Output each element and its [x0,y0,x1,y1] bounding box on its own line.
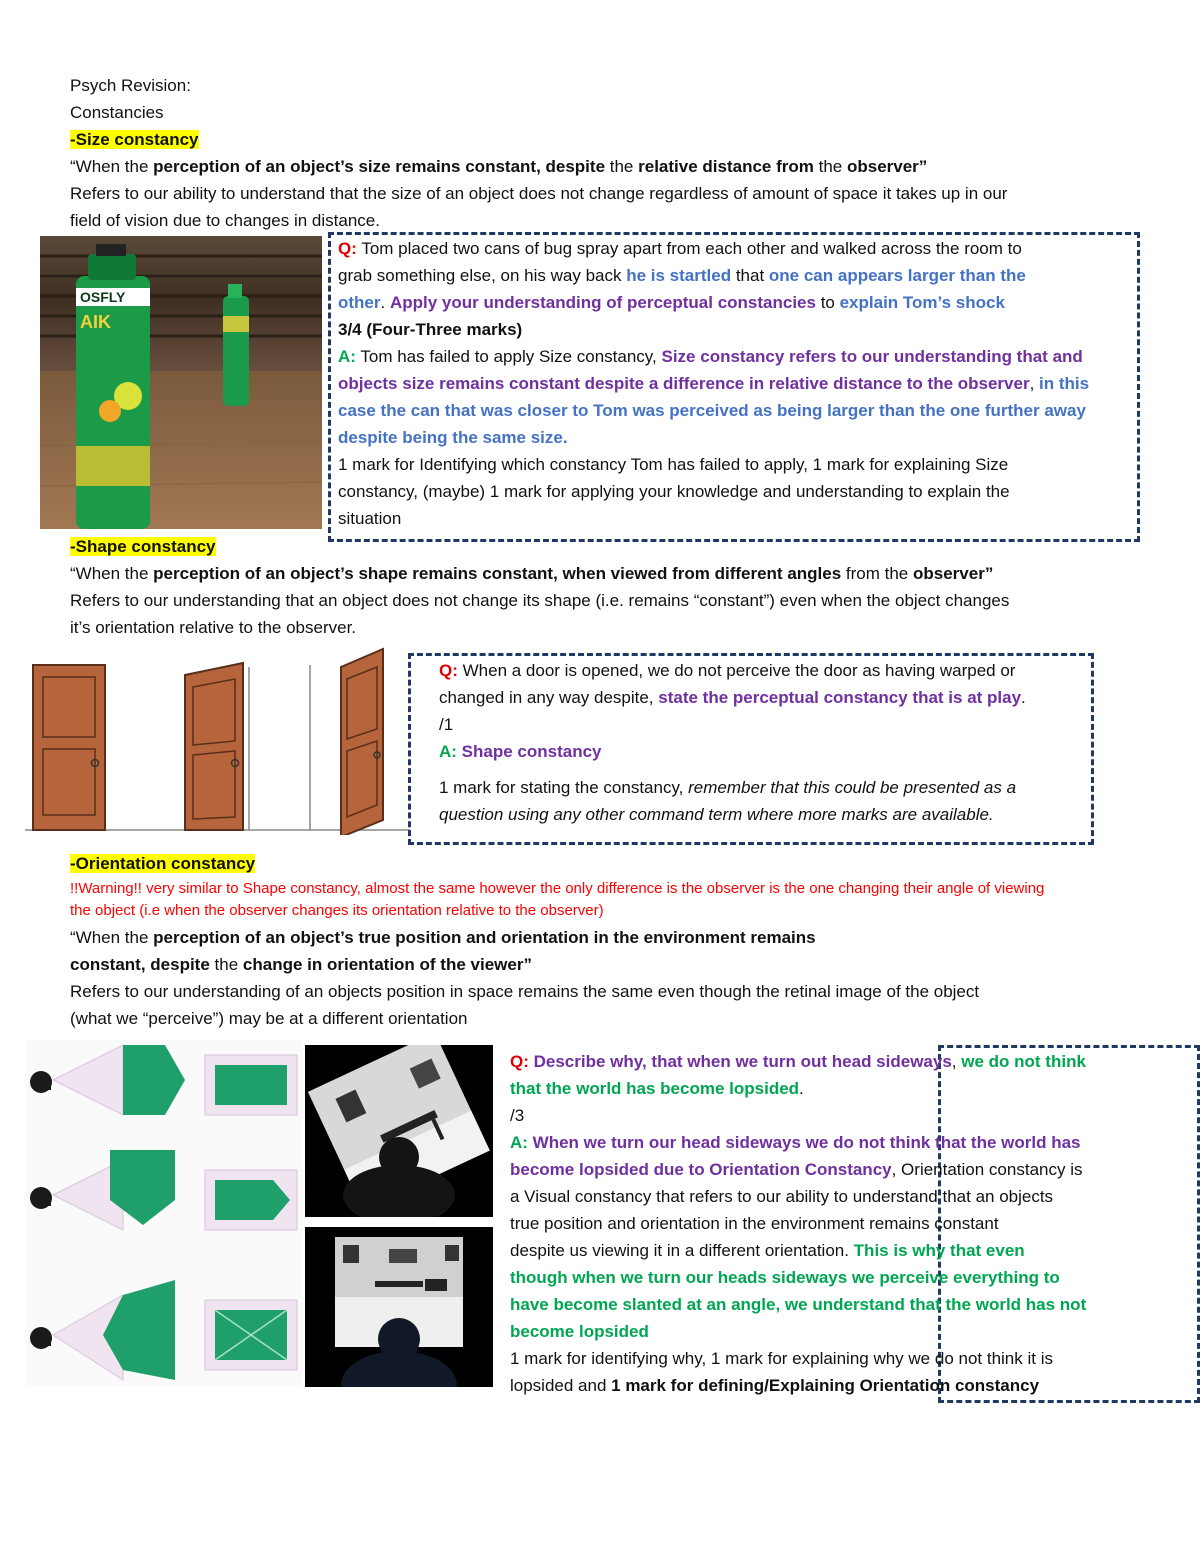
tilted-room-photo [305,1045,493,1217]
orientation-refers-1: Refers to our understanding of an objects position in space remains the same even though the retinal image of the object [70,982,980,1001]
can-label-text: AIK [80,312,111,332]
shape-refers-1: Refers to our understanding that an object does not change its shape (i.e. remains “constant”) even when the object changes [70,591,1010,610]
orientation-question-block: Q: Describe why, that when we turn out head sideways, we do not think that the world has become lopsided. /3 A: When we turn our head sideways we do not think that the world has become lopsided due to Orientation Constancy, Orientation constancy is a Visual constancy that refers to our ability to understand that an objects true position and orientation in the environment remains constant despite us viewing it in a different orientation. This is why that even though when we turn our heads sideways we perceive everything to have become slanted at an angle, we understand that the world has not become lopsided 1 mark for identifying why, 1 mark for explaining why we do not think it is lopsided and 1 mark for defining/Explaining Orientation constancy [510,1052,1087,1395]
bug-spray-image [40,236,322,529]
shape-question-block: Q: When a door is opened, we do not perceive the door as having warped or changed in any way despite, state the perceptual constancy that is at play. /1 A: Shape constancy 1 mark for stating the constancy, remember that this could be presented as a question using any other command term where more marks are available. [439,661,1026,824]
size-question-block: Q: Tom placed two cans of bug spray apart from each other and walked across the room to grab something else, on his way back he is startled that one can appears larger than the other. Apply your understanding of perceptual constancies to explain Tom’s shock 3/4 (Four-Three marks) A: Tom has failed to apply Size constancy, Size constancy refers to our understanding that and objects size remains constant despite a difference in relative distance to the observer, in this case the can that was closer to Tom was perceived as being larger than the one further away despite being the same size. 1 mark for Identifying which constancy Tom has failed to apply, 1 mark for explaining Size constancy, (maybe) 1 mark for applying your knowledge and understanding to explain the situation [338,239,1090,528]
orientation-heading: -Orientation constancy [70,854,256,873]
orientation-warning-1: !!Warning!! very similar to Shape constancy, almost the same however the only difference is the observer is the one changing their angle of viewing [70,880,1045,897]
size-heading: -Size constancy [70,130,199,149]
orientation-refers-2: (what we “perceive”) may be at a different orientation [70,1009,468,1028]
size-definition: “When the perception of an object’s size remains constant, despite the relative distance from the observer” [70,157,928,176]
shape-heading: -Shape constancy [70,537,216,556]
shape-refers-2: it’s orientation relative to the observer. [70,618,357,637]
doors-image [25,645,410,835]
can-brand-text: OSFLY [80,289,126,305]
orientation-shapes-diagram [25,1040,303,1385]
shape-definition: “When the perception of an object’s shape remains constant, when viewed from different angles from the observer” [70,564,994,583]
size-refers-1: Refers to our ability to understand that the size of an object does not change regardless of amount of space it takes up in our [70,184,1008,203]
orientation-definition-1: “When the perception of an object’s true position and orientation in the environment remains [70,928,816,947]
orientation-definition-2: constant, despite the change in orientation of the viewer” [70,955,532,974]
doc-title: Psych Revision: [70,76,191,95]
size-refers-2: field of vision due to changes in distance. [70,211,380,230]
doc-subtitle: Constancies [70,103,164,122]
upright-room-photo [305,1227,493,1387]
orientation-warning-2: the object (i.e when the observer changes its orientation relative to the observer) [70,902,604,919]
